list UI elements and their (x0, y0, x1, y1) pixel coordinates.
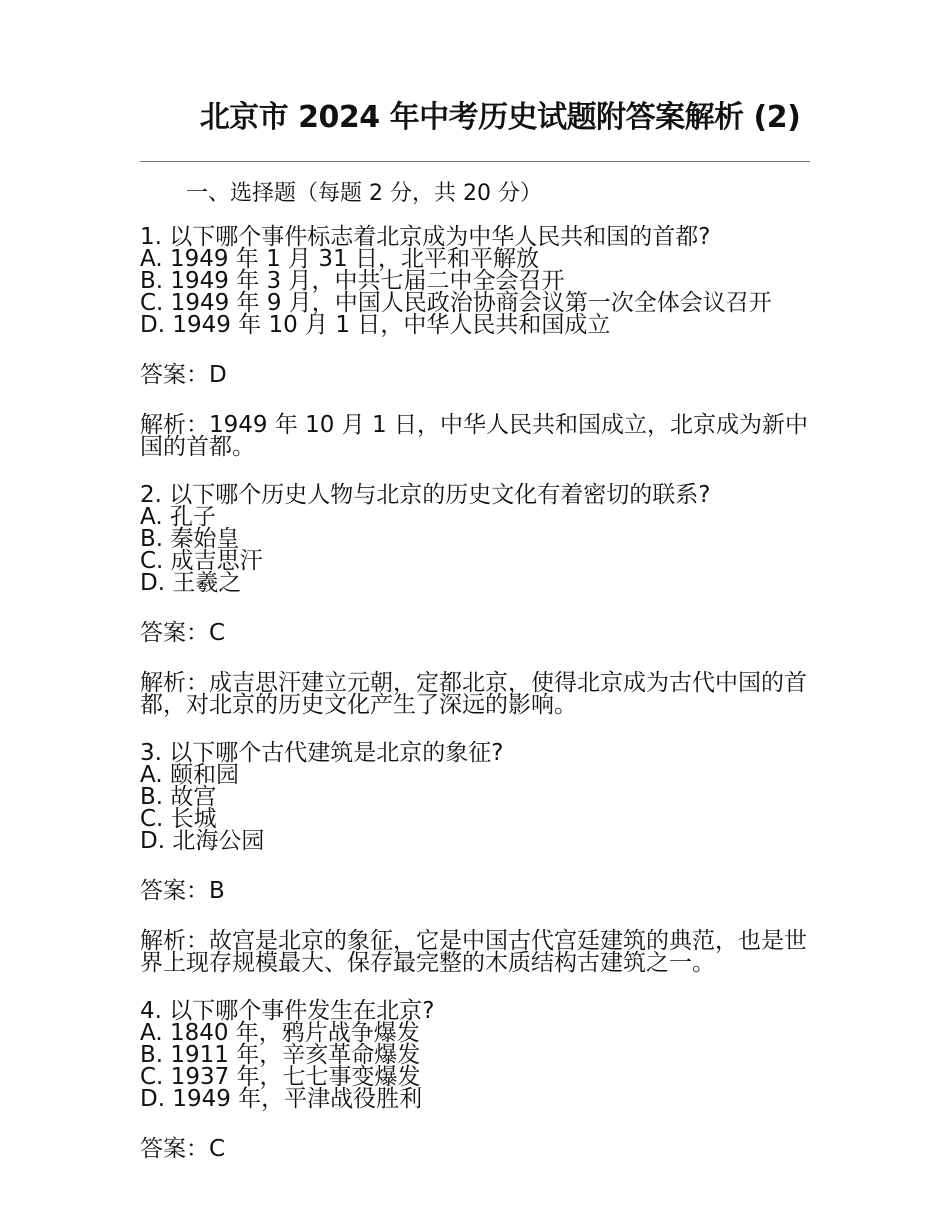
option-d: D. 1949 年 10 月 1 日，中华人民共和国成立 (140, 312, 611, 338)
questions-container (140, 226, 830, 1160)
question-4 (140, 1000, 830, 1160)
option-b: B. 秦始皇 (140, 526, 240, 552)
question-1 (140, 226, 830, 484)
section-heading: 一、选择题（每题 2 分，共 20 分） (186, 181, 542, 206)
option-c: C. 1937 年，七七事变爆发 (140, 1064, 421, 1090)
question-text: 2. 以下哪个历史人物与北京的历史文化有着密切的联系? (140, 482, 711, 508)
option-c: C. 长城 (140, 806, 217, 832)
option-c: C. 1949 年 9 月，中国人民政治协商会议第一次全体会议召开 (140, 290, 772, 316)
answer: 答案：C (140, 620, 226, 646)
analysis: 解析：1949 年 10 月 1 日，中华人民共和国成立，北京成为新中国的首都。 (140, 412, 808, 460)
question-2 (140, 484, 830, 742)
option-a: A. 孔子 (140, 504, 216, 530)
option-a: A. 颐和园 (140, 762, 239, 788)
option-b: B. 1911 年，辛亥革命爆发 (140, 1042, 421, 1068)
answer: 答案：B (140, 878, 225, 904)
option-c: C. 成吉思汗 (140, 548, 263, 574)
option-a: A. 1840 年，鸦片战争爆发 (140, 1020, 420, 1046)
answer: 答案：D (140, 362, 227, 388)
title-divider (140, 161, 810, 162)
document-title: 北京市 2024 年中考历史试题附答案解析 (2) (199, 100, 801, 135)
analysis: 解析：故宫是北京的象征，它是中国古代宫廷建筑的典范，也是世界上现存规模最大、保存最完整的木质结构古建筑之一。 (140, 928, 807, 976)
answer: 答案：C (140, 1136, 226, 1162)
option-b: B. 1949 年 3 月，中共七届二中全会召开 (140, 268, 565, 294)
option-a: A. 1949 年 1 月 31 日，北平和平解放 (140, 246, 539, 272)
option-d: D. 1949 年，平津战役胜利 (140, 1086, 423, 1112)
option-d: D. 北海公园 (140, 828, 265, 854)
question-3 (140, 742, 830, 1000)
question-text: 3. 以下哪个古代建筑是北京的象征? (140, 740, 504, 766)
option-b: B. 故宫 (140, 784, 217, 810)
question-text: 4. 以下哪个事件发生在北京? (140, 998, 435, 1024)
option-d: D. 王羲之 (140, 570, 242, 596)
question-text: 1. 以下哪个事件标志着北京成为中华人民共和国的首都? (140, 224, 711, 250)
analysis: 解析：成吉思汗建立元朝，定都北京，使得北京成为古代中国的首都，对北京的历史文化产生了深远的影响。 (140, 670, 807, 718)
